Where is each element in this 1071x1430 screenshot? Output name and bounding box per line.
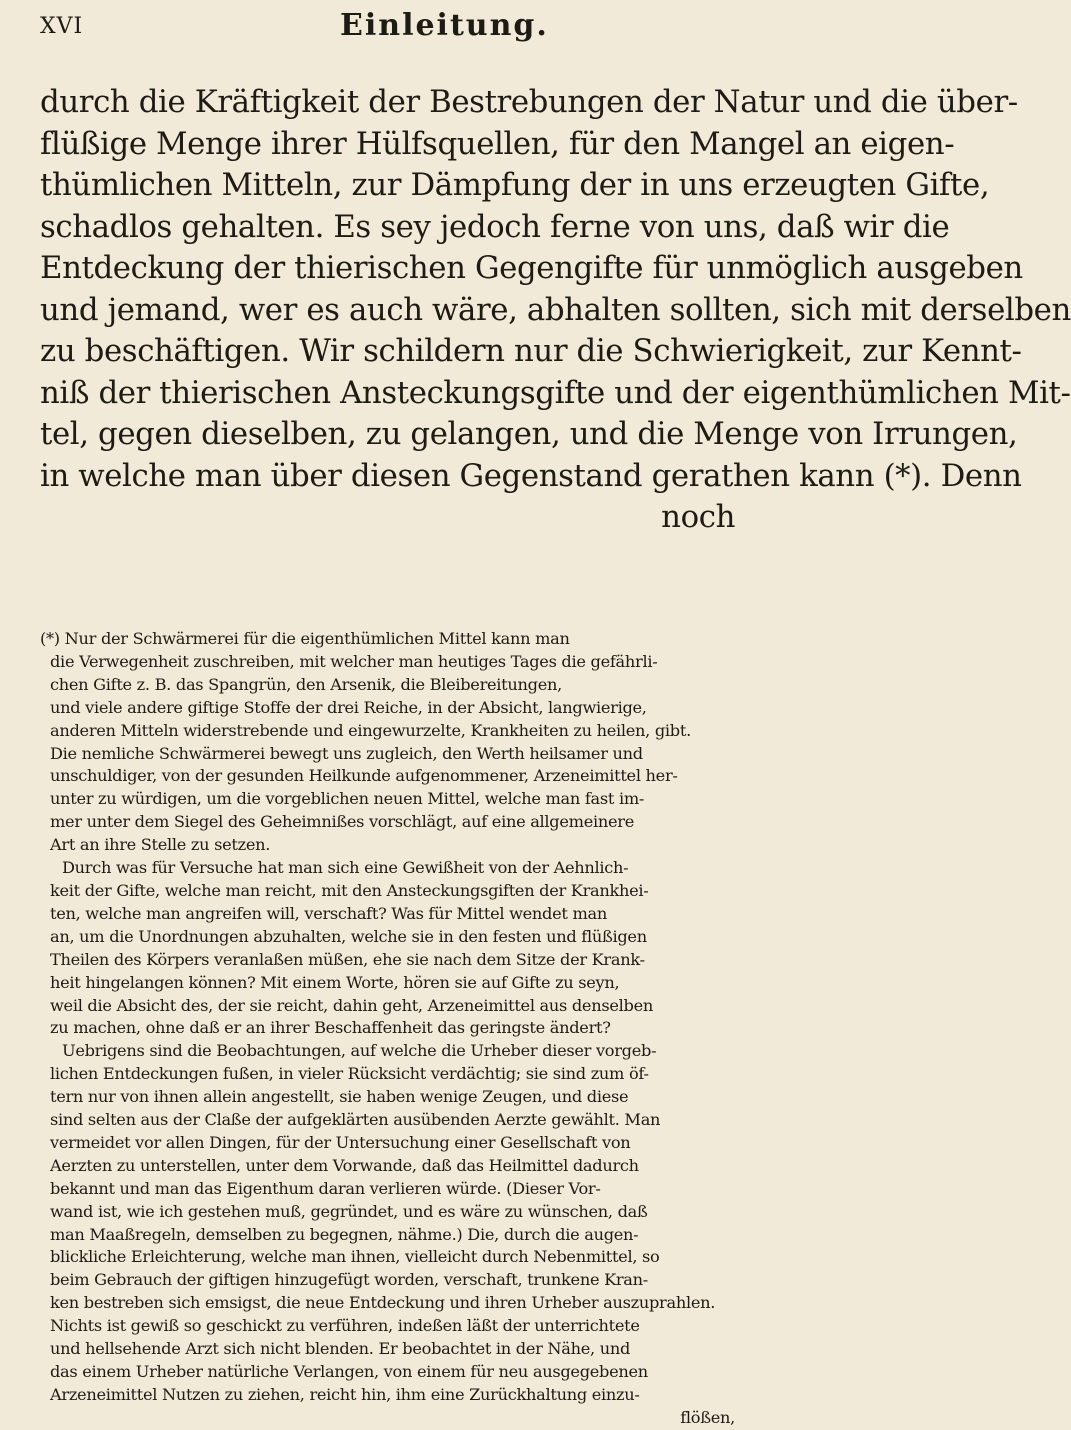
- page-number: XVI: [40, 14, 84, 39]
- footnote-line: wand ist, wie ich gestehen muß, gegründet, und es wäre zu wünschen, daß: [50, 1201, 648, 1221]
- footnote-line: flößen,: [680, 1407, 735, 1427]
- footnote-line: man Maaßregeln, demselben zu begegnen, nähme.) Die, durch die augen-: [50, 1224, 639, 1244]
- footnote-line: Aerzten zu unterstellen, unter dem Vorwande, daß das Heilmittel dadurch: [50, 1155, 639, 1175]
- text-line: durch die Kräftigkeit der Bestrebungen der Natur und die über-: [40, 84, 1018, 120]
- running-title: Einleitung.: [340, 8, 549, 43]
- footnote-line: vermeidet vor allen Dingen, für der Untersuchung einer Gesellschaft von: [50, 1132, 631, 1152]
- footnote-line: lichen Entdeckungen fußen, in vieler Rücksicht verdächtig; sie sind zum öf-: [50, 1064, 649, 1084]
- footnote: [40, 628, 775, 1430]
- footnote-line: Theilen des Körpers veranlaßen müßen, ehe sie nach dem Sitze der Krank-: [50, 949, 645, 969]
- text-line: niß der thierischen Ansteckungsgifte und der eigenthümlichen Mit-: [40, 374, 1071, 411]
- footnote-line: zu machen, ohne daß er an ihrer Beschaffenheit das geringste ändert?: [50, 1018, 611, 1038]
- text-line: noch: [661, 499, 735, 535]
- footnote-line: chen Gifte z. B. das Spangrün, den Arsenik, die Bleibereitungen,: [50, 674, 562, 694]
- page-header: [40, 8, 760, 48]
- footnote-line: mer unter dem Siegel des Geheimnißes vorschlägt, auf eine allgemeinere: [50, 812, 634, 832]
- footnote-line: Art an ihre Stelle zu setzen.: [50, 835, 271, 855]
- footnote-line: heit hingelangen können? Mit einem Worte, hören sie auf Gifte zu seyn,: [50, 972, 620, 992]
- footnote-line: tern nur von ihnen allein angestellt, sie haben wenige Zeugen, und diese: [50, 1087, 629, 1107]
- footnote-line: unschuldiger, von der gesunden Heilkunde aufgenommener, Arzeneimittel her-: [50, 766, 678, 786]
- footnote-line: beim Gebrauch der giftigen hinzugefügt worden, verschaft, trunkene Kran-: [50, 1270, 648, 1290]
- footnote-line: anderen Mitteln widerstrebende und eingewurzelte, Krankheiten zu heilen, gibt.: [50, 720, 691, 740]
- text-line: in welche man über diesen Gegenstand gerathen kann (*). Denn: [40, 457, 1022, 494]
- footnote-line: keit der Gifte, welche man reicht, mit den Ansteckungsgiften der Krankhei-: [50, 880, 649, 900]
- footnote-line: die Verwegenheit zuschreiben, mit welcher man heutiges Tages die gefährli-: [50, 651, 658, 671]
- text-line: tel, gegen dieselben, zu gelangen, und die Menge von Irrungen,: [40, 416, 1018, 452]
- footnote-line: Durch was für Versuche hat man sich eine Gewißheit von der Aehnlich-: [62, 858, 629, 878]
- footnote-line: und viele andere giftige Stoffe der drei Reiche, in der Absicht, langwierige,: [50, 697, 647, 717]
- main-text: [40, 82, 1071, 539]
- footnote-line: Arzeneimittel Nutzen zu ziehen, reicht hin, ihm eine Zurückhaltung einzu-: [50, 1384, 640, 1404]
- footnote-line: ten, welche man angreifen will, verschaft? Was für Mittel wendet man: [50, 903, 607, 923]
- footnote-line: an, um die Unordnungen abzuhalten, welche sie in den festen und flüßigen: [50, 926, 647, 946]
- footnote-line: bekannt und man das Eigenthum daran verlieren würde. (Dieser Vor-: [50, 1178, 601, 1198]
- footnote-line: (*) Nur der Schwärmerei für die eigenthümlichen Mittel kann man: [40, 629, 570, 648]
- footnote-line: ken bestreben sich emsigst, die neue Entdeckung und ihren Urheber auszuprahlen.: [50, 1293, 716, 1313]
- text-line: thümlichen Mitteln, zur Dämpfung der in uns erzeugten Gifte,: [40, 167, 990, 203]
- footnote-line: Nichts ist gewiß so geschickt zu verführen, indeßen läßt der unterrichtete: [50, 1316, 640, 1336]
- text-line: Entdeckung der thierischen Gegengifte für unmöglich ausgeben: [40, 250, 1023, 286]
- text-line: und jemand, wer es auch wäre, abhalten sollten, sich mit derselben: [40, 291, 1071, 328]
- footnote-line: das einem Urheber natürliche Verlangen, von einem für neu ausgegebenen: [50, 1362, 648, 1381]
- text-line: zu beschäftigen. Wir schildern nur die Schwierigkeit, zur Kennt-: [40, 333, 1022, 369]
- text-line: schadlos gehalten. Es sey jedoch ferne von uns, daß wir die: [40, 208, 950, 245]
- footnote-line: unter zu würdigen, um die vorgeblichen neuen Mittel, welche man fast im-: [50, 789, 645, 809]
- footnote-line: und hellsehende Arzt sich nicht blenden. Er beobachtet in der Nähe, und: [50, 1339, 631, 1359]
- text-line: flüßige Menge ihrer Hülfsquellen, für den Mangel an eigen-: [40, 125, 955, 162]
- footnote-line: sind selten aus der Claße der aufgeklärten ausübenden Aerzte gewählt. Man: [50, 1110, 661, 1130]
- footnote-line: Die nemliche Schwärmerei bewegt uns zugleich, den Werth heilsamer und: [50, 743, 643, 763]
- footnote-line: blickliche Erleichterung, welche man ihnen, vielleicht durch Nebenmittel, so: [50, 1247, 660, 1267]
- footnote-line: Uebrigens sind die Beobachtungen, auf welche die Urheber dieser vorgeb-: [62, 1041, 657, 1061]
- footnote-line: weil die Absicht des, der sie reicht, dahin geht, Arzeneimittel aus denselben: [50, 995, 653, 1015]
